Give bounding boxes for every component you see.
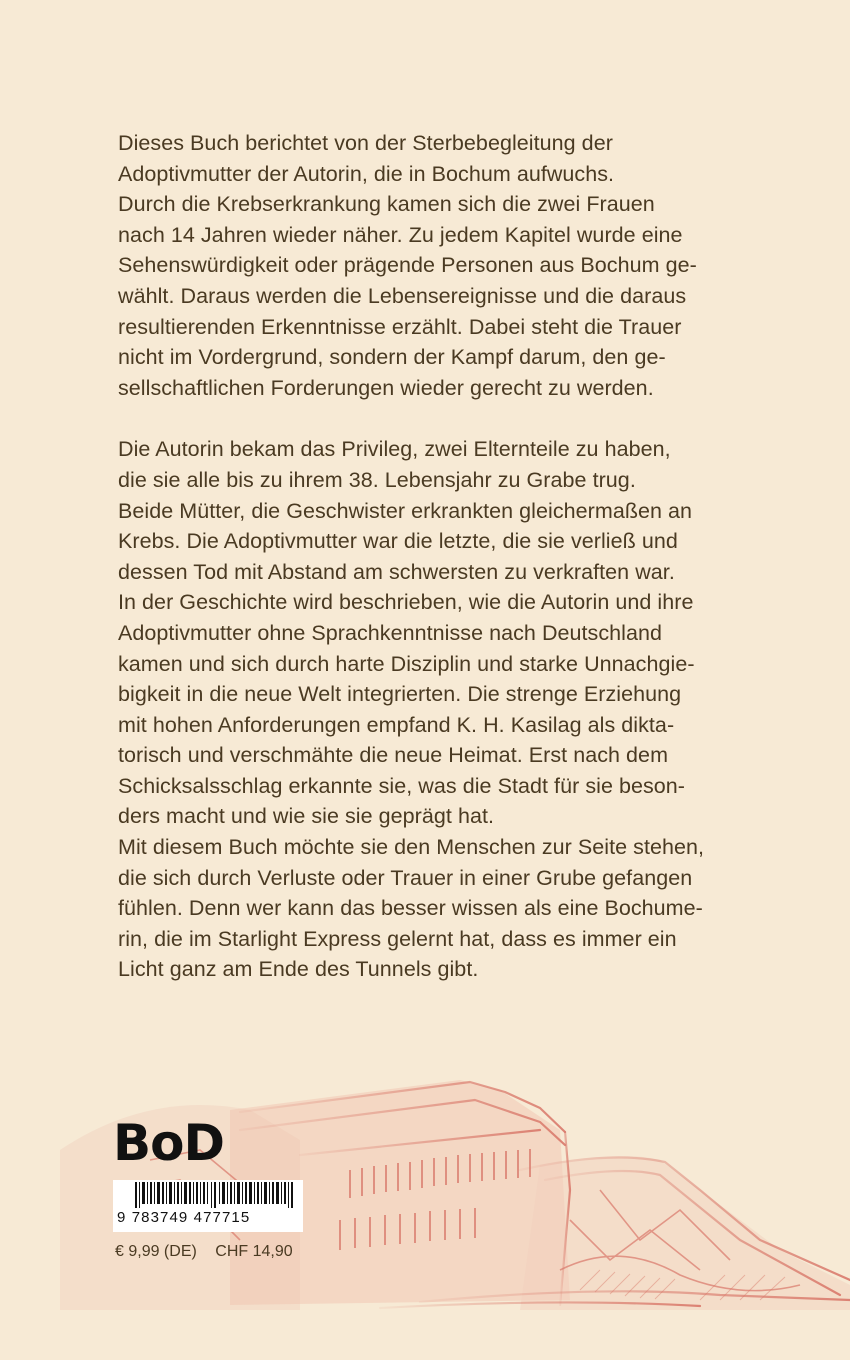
blurb-line: kamen und sich durch harte Disziplin und starke Unnachgie- [118, 651, 695, 676]
blurb-paragraph-2 [118, 434, 748, 985]
blurb-line: Sehenswürdigkeit oder prägende Personen aus Bochum ge- [118, 253, 697, 278]
blurb-line: Adoptivmutter ohne Sprachkenntnisse nach Deutschland [118, 620, 663, 645]
back-cover-blurb [118, 128, 748, 985]
blurb-line: Dieses Buch berichtet von der Sterbebegleitung der [118, 131, 613, 155]
blurb-line: Adoptivmutter der Autorin, die in Bochum aufwuchs. [118, 161, 615, 186]
blurb-line: Mit diesem Buch möchte sie den Menschen zur Seite stehen, [118, 835, 705, 860]
blurb-line: wählt. Daraus werden die Lebensereignisse und die daraus [118, 283, 687, 308]
publisher-logo: BoD [113, 1114, 224, 1172]
blurb-line: Licht ganz am Ende des Tunnels gibt. [118, 957, 479, 982]
blurb-line: sellschaftlichen Forderungen wieder gerecht zu werden. [118, 375, 654, 400]
blurb-line: torisch und verschmähte die neue Heimat. Erst nach dem [118, 743, 669, 768]
price-chf: CHF 14,90 [215, 1243, 293, 1260]
blurb-line: Schicksalsschlag erkannte sie, was die Stadt für sie beson- [118, 773, 686, 798]
blurb-line: bigkeit in die neue Welt integrierten. Die strenge Erziehung [118, 682, 682, 707]
blurb-line: Krebs. Die Adoptivmutter war die letzte, die sie verließ und [118, 529, 678, 554]
blurb-line: fühlen. Denn wer kann das besser wissen als eine Bochume- [118, 896, 703, 921]
blurb-line: Die Autorin bekam das Privileg, zwei Elternteile zu haben, [118, 437, 671, 462]
blurb-line: nach 14 Jahren wieder näher. Zu jedem Kapitel wurde eine [118, 222, 683, 247]
blurb-line: rin, die im Starlight Express gelernt hat, dass es immer ein [118, 926, 677, 951]
blurb-line: die sie alle bis zu ihrem 38. Lebensjahr zu Grabe trug. [118, 467, 636, 492]
blurb-line: nicht im Vordergrund, sondern der Kampf darum, den ge- [118, 345, 666, 370]
blurb-line: resultierenden Erkenntnisse erzählt. Dabei steht die Trauer [118, 314, 682, 339]
blurb-paragraph-1 [118, 128, 748, 403]
isbn-barcode [113, 1180, 303, 1232]
blurb-line: In der Geschichte wird beschrieben, wie die Autorin und ihre [118, 590, 694, 615]
blurb-line: Durch die Krebserkrankung kamen sich die zwei Frauen [118, 192, 655, 217]
price-eur: € 9,99 (DE) [115, 1243, 197, 1260]
barcode-bars [113, 1180, 303, 1210]
blurb-line: die sich durch Verluste oder Trauer in einer Grube gefangen [118, 865, 693, 890]
price-line [115, 1243, 293, 1261]
isbn-number: 9 783749 477715 [117, 1209, 251, 1226]
blurb-line: ders macht und wie sie sie geprägt hat. [118, 804, 495, 829]
blurb-line: mit hohen Anforderungen empfand K. H. Kasilag als diktа- [118, 712, 675, 737]
blurb-line: dessen Tod mit Abstand am schwersten zu verkraften war. [118, 559, 675, 584]
blurb-line: Beide Mütter, die Geschwister erkrankten gleichermaßen an [118, 498, 693, 523]
